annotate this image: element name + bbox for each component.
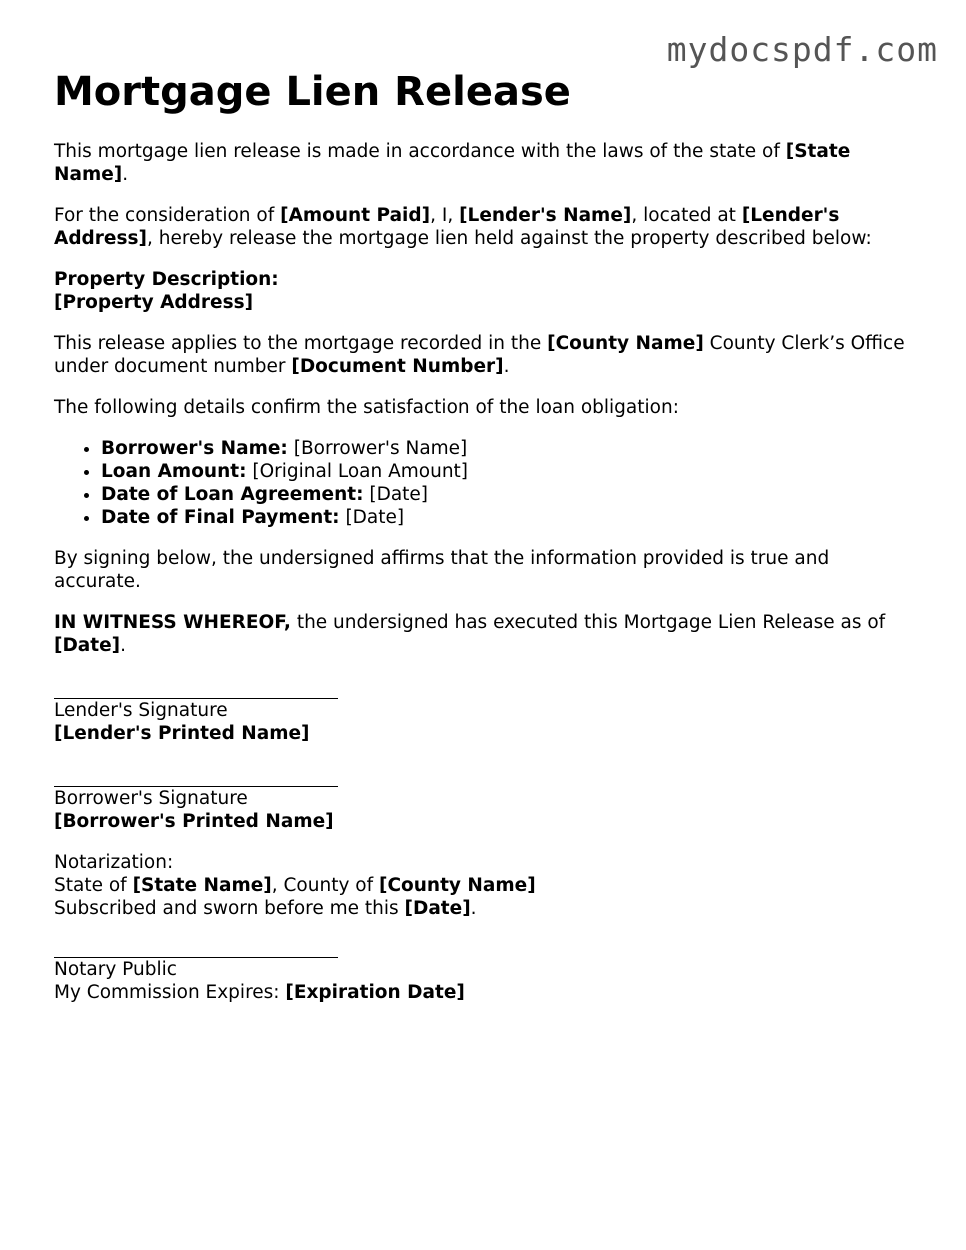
details-intro: The following details confirm the satisfaction of the loan obligation:	[54, 397, 679, 418]
recorded-paragraph	[54, 332, 914, 378]
property-heading: Property Description:	[54, 269, 279, 290]
page-title: Mortgage Lien Release	[54, 69, 571, 115]
consideration-text-4: , hereby release the mortgage lien held against the property described below:	[146, 228, 872, 249]
detail-label: Borrower's Name:	[101, 438, 288, 459]
notarization-heading: Notarization:	[54, 852, 174, 873]
watermark: mydocspdf.com	[666, 30, 938, 69]
lender-signature-label: Lender's Signature	[54, 700, 228, 721]
document-body	[54, 68, 914, 1022]
witness-end: .	[120, 635, 127, 656]
notary-signature-block	[54, 938, 914, 1004]
detail-label: Loan Amount:	[101, 461, 247, 482]
lender-signature-line	[54, 679, 338, 699]
details-list	[54, 437, 914, 529]
consideration-text-3: , located at	[631, 205, 742, 226]
witness-date-field: [Date]	[54, 635, 121, 656]
property-address-field: [Property Address]	[54, 292, 254, 313]
notary-sworn-line	[54, 897, 914, 920]
lender-address-field: [Lender's Address]	[54, 205, 840, 249]
expiration-date-field: [Expiration Date]	[285, 982, 465, 1003]
notary-signature-line	[54, 938, 338, 958]
county-name-field: [County Name]	[547, 333, 704, 354]
recorded-text-1: This release applies to the mortgage recorded in the	[54, 333, 548, 354]
lender-name-field: [Lender's Name]	[459, 205, 632, 226]
state-name-field: [State Name]	[54, 141, 851, 185]
borrower-signature-label: Borrower's Signature	[54, 788, 248, 809]
property-section	[54, 268, 914, 314]
amount-paid-field: [Amount Paid]	[280, 205, 431, 226]
witness-heading: IN WITNESS WHEREOF,	[54, 612, 291, 633]
list-item	[101, 437, 914, 460]
detail-value: [Borrower's Name]	[287, 438, 468, 459]
notary-expiration-line	[54, 981, 914, 1004]
notary-sworn-end: .	[470, 898, 477, 919]
borrower-printed-name-field: [Borrower's Printed Name]	[54, 811, 334, 832]
detail-value: [Date]	[339, 507, 405, 528]
list-item	[101, 506, 914, 529]
list-item	[101, 483, 914, 506]
consideration-text-2: , I,	[430, 205, 460, 226]
notary-state-field: [State Name]	[132, 875, 272, 896]
consideration-paragraph	[54, 204, 914, 250]
borrower-signature-line	[54, 767, 338, 787]
witness-text: the undersigned has executed this Mortgage Lien Release as of	[290, 612, 886, 633]
list-item	[101, 460, 914, 483]
detail-label: Date of Loan Agreement:	[101, 484, 364, 505]
witness-paragraph	[54, 611, 914, 657]
borrower-signature-block	[54, 767, 914, 833]
detail-label: Date of Final Payment:	[101, 507, 340, 528]
notarization-block	[54, 851, 914, 920]
notary-state-county-line	[54, 874, 914, 897]
consideration-text-1: For the consideration of	[54, 205, 281, 226]
detail-value: [Date]	[363, 484, 429, 505]
lender-printed-name-field: [Lender's Printed Name]	[54, 723, 310, 744]
affirm-paragraph: By signing below, the undersigned affirms that the information provided is true and accurate.	[54, 548, 830, 592]
notary-county-field: [County Name]	[379, 875, 536, 896]
notary-sworn-text: Subscribed and sworn before me this	[54, 898, 405, 919]
lender-signature-block	[54, 679, 914, 745]
document-number-field: [Document Number]	[291, 356, 504, 377]
detail-value: [Original Loan Amount]	[246, 461, 469, 482]
recorded-end: .	[503, 356, 510, 377]
notary-county-text: , County of	[271, 875, 379, 896]
recorded-text-2: County Clerk’s Office under document number	[54, 333, 905, 377]
intro-paragraph	[54, 140, 914, 186]
notary-date-field: [Date]	[404, 898, 471, 919]
intro-end: .	[122, 164, 129, 185]
intro-text: This mortgage lien release is made in accordance with the laws of the state of	[54, 141, 786, 162]
notary-state-text: State of	[54, 875, 133, 896]
notary-expiration-text: My Commission Expires:	[54, 982, 286, 1003]
notary-public-label: Notary Public	[54, 959, 177, 980]
